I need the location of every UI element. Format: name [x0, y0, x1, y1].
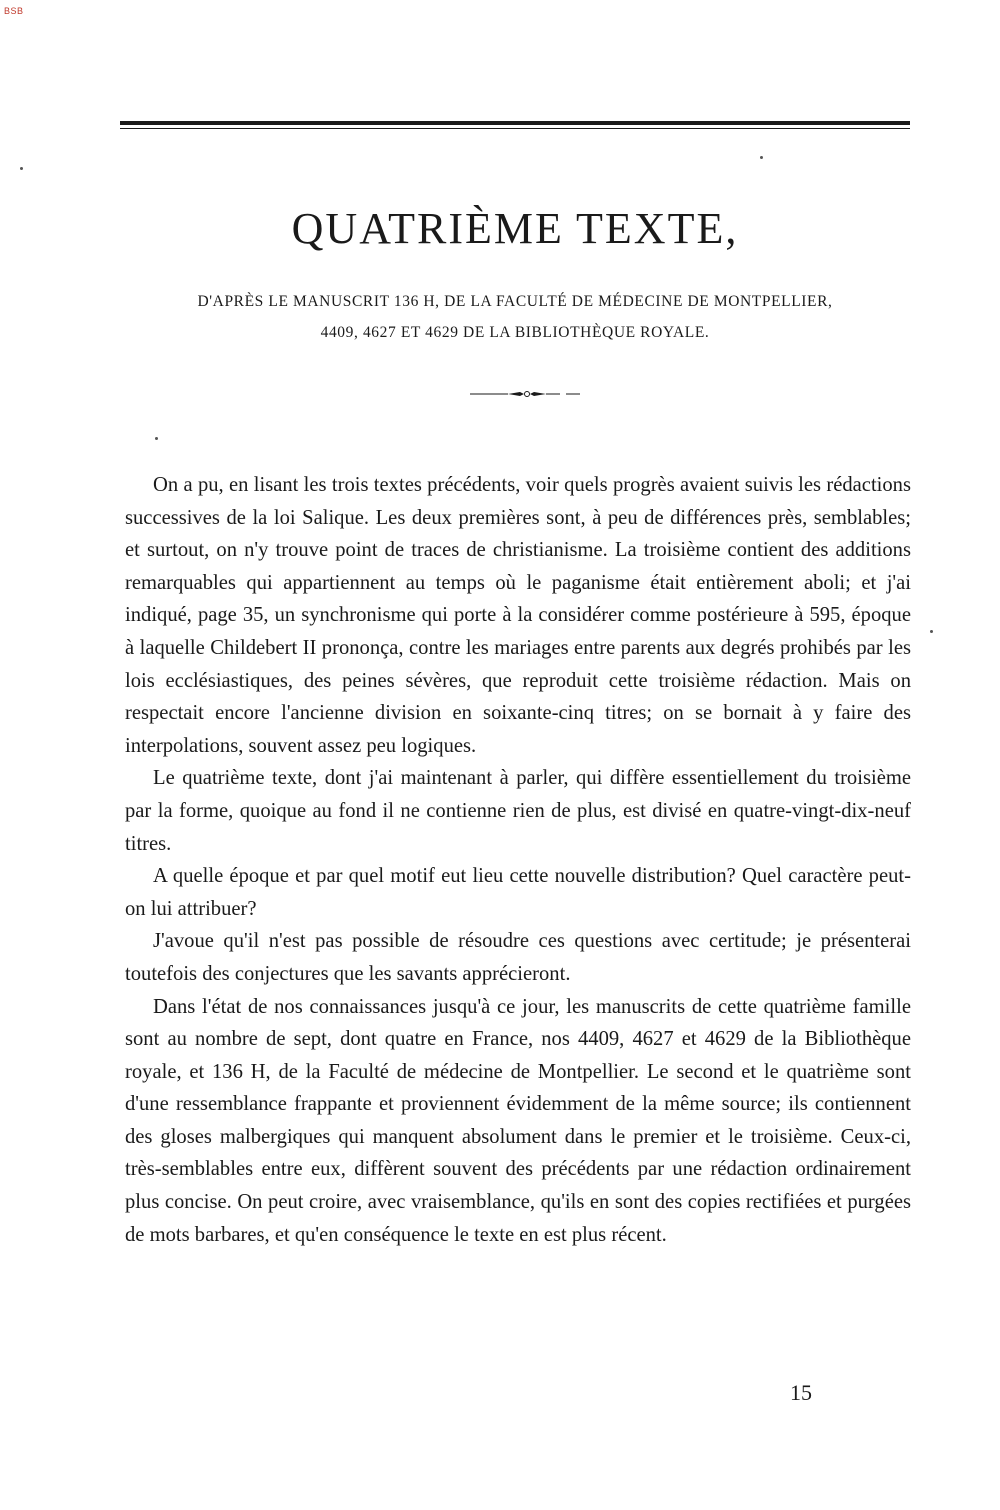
ornament-divider — [470, 388, 580, 400]
header-rule-thick — [120, 121, 910, 125]
header-rule-thin — [120, 128, 910, 129]
paragraph-4: J'avoue qu'il n'est pas possible de résoudre ces questions avec certitude; je présenterai toutefois des conjectures que les savants apprécieront. — [125, 930, 911, 985]
body-text — [125, 469, 911, 1251]
paragraph-2: Le quatrième texte, dont j'ai maintenant à parler, qui diffère essentiellement du troisième par la forme, quoique au fond il ne contienne rien de plus, est divisé en quatre-vingt-dix-neuf titres. — [125, 767, 911, 855]
chapter-title: QUATRIÈME TEXTE, — [291, 204, 739, 253]
header-rule — [120, 121, 910, 129]
scan-speck — [930, 630, 933, 633]
subtitle-line-2: 4409, 4627 ET 4629 DE LA BIBLIOTHÈQUE ROYALE. — [320, 324, 710, 341]
page-number: 15 — [790, 1380, 812, 1405]
paragraph-3: A quelle époque et par quel motif eut lieu cette nouvelle distribution? Quel caractère peut-on lui attribuer? — [125, 865, 911, 920]
chapter-subtitle — [120, 286, 910, 348]
scan-speck — [20, 167, 23, 170]
library-stamp: BSB — [4, 6, 24, 16]
subtitle-line-1: D'APRÈS LE MANUSCRIT 136 H, DE LA FACULTÉ DE MÉDECINE DE MONTPELLIER, — [197, 293, 833, 310]
paragraph-5: Dans l'état de nos connaissances jusqu'à ce jour, les manuscrits de cette quatrième famille sont au nombre de sept, dont quatre en France, nos 4409, 4627 et 4629 de la Bibliothèque royale, et 136 H, de la Faculté de médecine de Montpellier. Le second et le quatrième sont d'une ressemblance frappante et proviennent évidemment de la même source; ils contiennent des gloses malbergiques qui manquent absolument dans le premier et le troisième. Ceux-ci, très-semblables entre eux, diffèrent souvent des précédents par une rédaction ordinairement plus concise. On peut croire, avec vraisemblance, qu'ils en sont des copies rectifiées et purgées de mots barbares, et qu'en conséquence le texte en est plus récent. — [125, 995, 911, 1246]
scan-speck — [760, 156, 763, 159]
paragraph-1: On a pu, en lisant les trois textes précédents, voir quels progrès avaient suivis les rédactions successives de la loi Salique. Les deux premières sont, à peu de différences près, semblables; et surtout, on n'y trouve point de traces de christianisme. La troisième contient des additions remarquables qui appartiennent au temps où le paganisme était entièrement aboli; et j'ai indiqué, page 35, un synchronisme qui porte à la considérer comme postérieure à 595, époque à laquelle Childebert II prononça, contre les mariages entre parents aux degrés prohibés par les lois ecclésiastiques, des peines sévères, que reproduit cette troisième rédaction. Mais on respectait encore l'ancienne division en soixante-cinq titres; on se bornait à y faire des interpolations, souvent assez peu logiques. — [125, 474, 911, 757]
scan-speck — [155, 437, 158, 440]
